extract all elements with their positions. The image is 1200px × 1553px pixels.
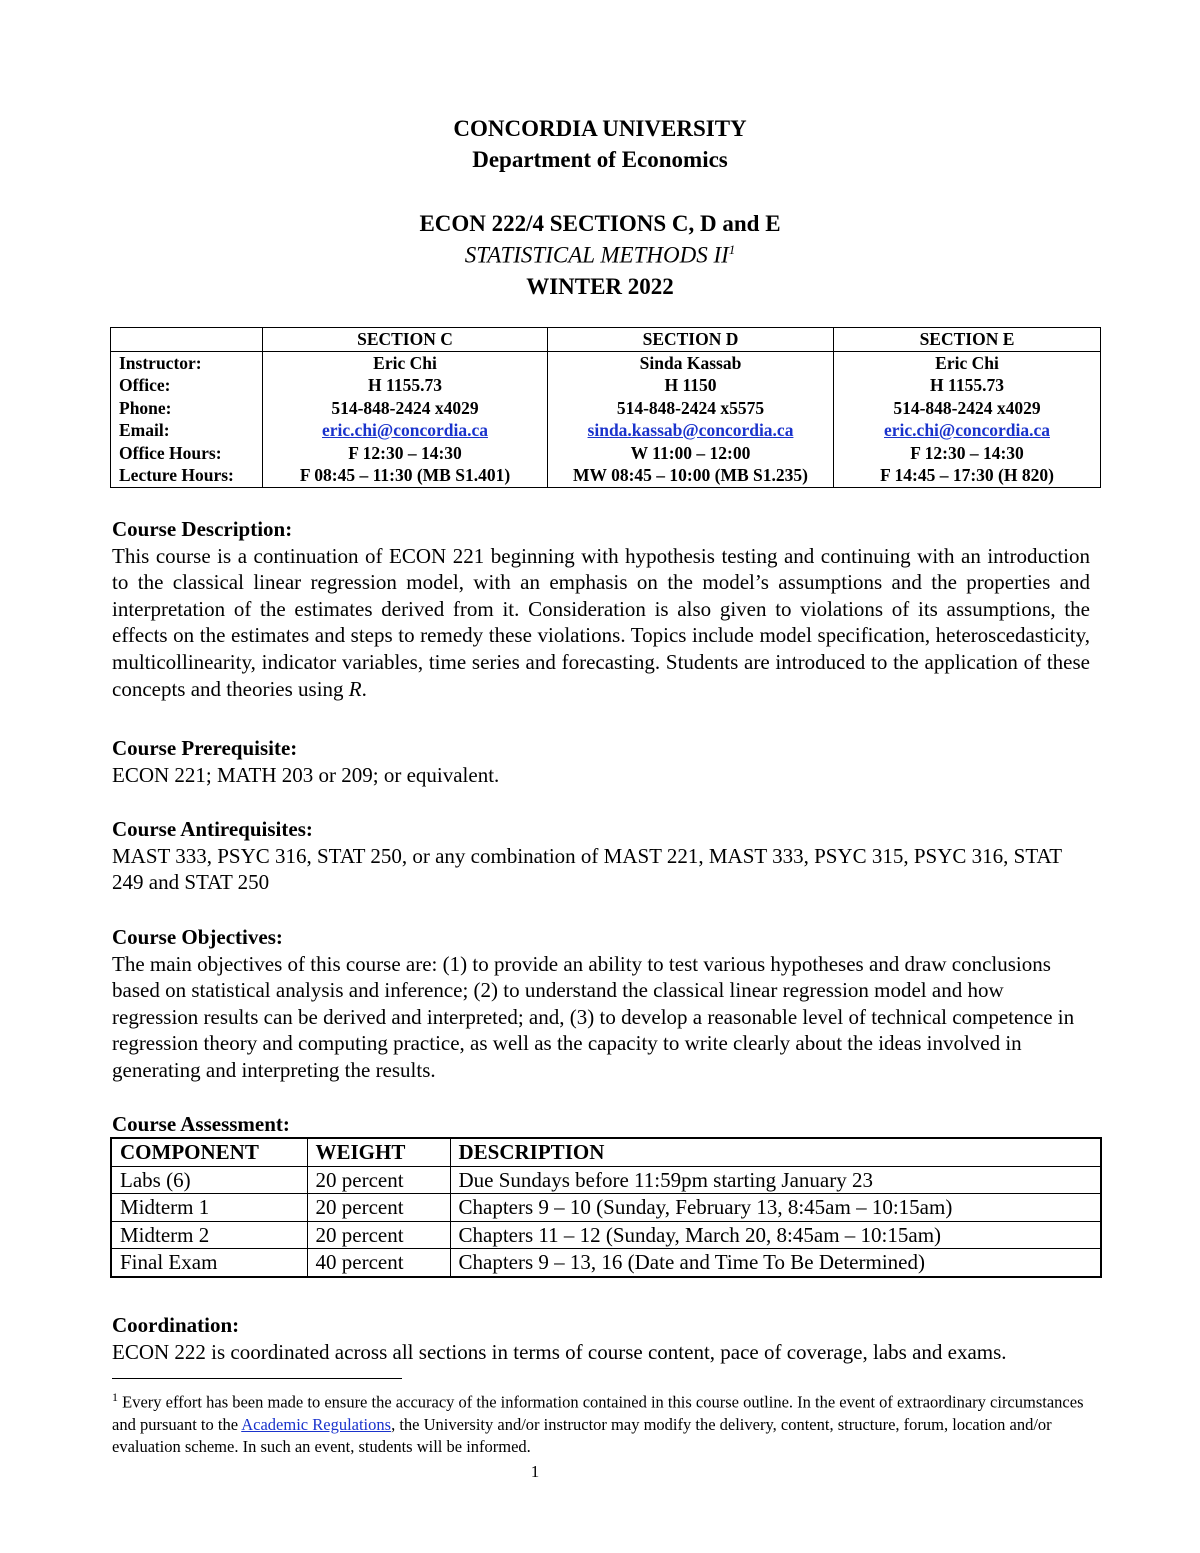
university-title: CONCORDIA UNIVERSITY: [453, 116, 747, 141]
row-label: Email:: [111, 419, 263, 442]
section-c-phone: 514-848-2424 x4029: [263, 397, 548, 420]
page-number: 1: [530, 1462, 540, 1481]
section-d-office-hours: W 11:00 – 12:00: [548, 442, 834, 465]
footnote-text-after: , the University and/or instructor may modify the delivery, content, structure, forum, location and/or evaluation scheme. In such an event, students will be informed.: [112, 1414, 1052, 1456]
course-title-line: [0, 242, 1200, 269]
objectives-text: The main objectives of this course are: (1) to provide an ability to test various hypotheses and draw conclusions based on statistical analysis and inference; (2) to understand the classical linear regression model and how regression results can be derived and interpreted; and, (3) to develop a reasonable level of technical competence in regression theory and computing practice, as well as the capacity to write clearly about the ideas involved in generating and interpreting the results.: [112, 951, 1075, 1082]
antirequisites-section: [112, 816, 1072, 896]
email-row: [111, 419, 1101, 442]
section-c-email-cell: [263, 419, 548, 442]
sections-table: [110, 327, 1101, 488]
section-d-office: H 1150: [548, 374, 834, 397]
description-header: DESCRIPTION: [450, 1138, 1101, 1166]
footnote-marker: 1: [112, 1390, 118, 1404]
weight-cell: 20 percent: [307, 1194, 450, 1222]
prerequisite-section: [112, 735, 1090, 788]
section-e-email-link[interactable]: eric.chi@concordia.ca: [884, 420, 1050, 440]
assessment-table: [110, 1137, 1102, 1278]
course-title-footnote-marker: 1: [728, 242, 736, 257]
description-cell: Due Sundays before 11:59pm starting January 23: [450, 1166, 1101, 1194]
office-row: [111, 374, 1101, 397]
row-label: Instructor:: [111, 351, 263, 374]
assessment-table-header: [111, 1138, 1101, 1166]
section-e-office: H 1155.73: [834, 374, 1101, 397]
department-title: Department of Economics: [472, 147, 728, 172]
footnote: [112, 1386, 1102, 1458]
section-d-header: SECTION D: [548, 328, 834, 352]
section-e-lecture-hours: F 14:45 – 17:30 (H 820): [834, 464, 1101, 487]
section-c-office-hours: F 12:30 – 14:30: [263, 442, 548, 465]
row-label: Lecture Hours:: [111, 464, 263, 487]
course-description-text: [112, 543, 1090, 703]
row-label: Office Hours:: [111, 442, 263, 465]
course-description-end: .: [361, 676, 367, 701]
section-c-instructor: Eric Chi: [263, 351, 548, 374]
description-cell: Chapters 9 – 10 (Sunday, February 13, 8:45am – 10:15am): [450, 1194, 1101, 1222]
row-label: Office:: [111, 374, 263, 397]
description-cell: Chapters 9 – 13, 16 (Date and Time To Be Determined): [450, 1249, 1101, 1277]
coordination-heading: Coordination:: [112, 1313, 240, 1337]
assessment-row: [111, 1194, 1101, 1222]
component-cell: Labs (6): [111, 1166, 307, 1194]
weight-header: WEIGHT: [307, 1138, 450, 1166]
assessment-row: [111, 1221, 1101, 1249]
objectives-section: [112, 924, 1090, 1084]
section-d-instructor: Sinda Kassab: [548, 351, 834, 374]
coordination-section: [112, 1312, 1090, 1365]
coordination-text: ECON 222 is coordinated across all sections in terms of course content, pace of coverage, labs and exams.: [112, 1339, 1007, 1364]
course-description-section: [112, 516, 1090, 702]
section-e-office-hours: F 12:30 – 14:30: [834, 442, 1101, 465]
section-c-email-link[interactable]: eric.chi@concordia.ca: [322, 420, 488, 440]
assessment-row: [111, 1249, 1101, 1277]
component-cell: Midterm 1: [111, 1194, 307, 1222]
weight-cell: 20 percent: [307, 1221, 450, 1249]
antirequisites-heading: Course Antirequisites:: [112, 817, 313, 841]
description-cell: Chapters 11 – 12 (Sunday, March 20, 8:45am – 10:15am): [450, 1221, 1101, 1249]
course-description-body: This course is a continuation of ECON 221 beginning with hypothesis testing and continuing with an introduction to the classical linear regression model, with an emphasis on the model’s assumptions and the properties and interpretation of the estimates derived from it. Consideration is also given to violations of its assumptions, the effects on the estimates and steps to remedy these violations. Topics include model specification, heteroscedasticity, multicollinearity, indicator variables, time series and forecasting. Students are introduced to the application of these concepts and theories using: [112, 543, 1090, 701]
instructor-row: [111, 351, 1101, 374]
prerequisite-heading: Course Prerequisite:: [112, 736, 298, 760]
footnote-divider: [112, 1378, 402, 1379]
antirequisites-text: MAST 333, PSYC 316, STAT 250, or any combination of MAST 221, MAST 333, PSYC 315, PSYC 316, STAT 249 and STAT 250: [112, 843, 1062, 895]
term: WINTER 2022: [526, 274, 674, 299]
section-c-header: SECTION C: [263, 328, 548, 352]
objectives-heading: Course Objectives:: [112, 925, 283, 949]
prerequisite-text: ECON 221; MATH 203 or 209; or equivalent.: [112, 762, 500, 787]
phone-row: [111, 397, 1101, 420]
section-d-email-cell: [548, 419, 834, 442]
course-description-heading: Course Description:: [112, 517, 293, 541]
row-label: Phone:: [111, 397, 263, 420]
section-d-phone: 514-848-2424 x5575: [548, 397, 834, 420]
section-e-phone: 514-848-2424 x4029: [834, 397, 1101, 420]
section-c-lecture-hours: F 08:45 – 11:30 (MB S1.401): [263, 464, 548, 487]
component-cell: Final Exam: [111, 1249, 307, 1277]
office-hours-row: [111, 442, 1101, 465]
section-e-email-cell: [834, 419, 1101, 442]
course-title: STATISTICAL METHODS II: [464, 242, 729, 268]
sections-table-header: [111, 328, 1101, 352]
component-header: COMPONENT: [111, 1138, 307, 1166]
footnote-text-before: Every effort has been made to ensure the accuracy of the information contained in this course outline. In the event of extraordinary circumstances and pursuant to the: [112, 1392, 1084, 1434]
weight-cell: 40 percent: [307, 1249, 450, 1277]
section-c-office: H 1155.73: [263, 374, 548, 397]
component-cell: Midterm 2: [111, 1221, 307, 1249]
section-d-lecture-hours: MW 08:45 – 10:00 (MB S1.235): [548, 464, 834, 487]
academic-regulations-link[interactable]: Academic Regulations: [241, 1414, 392, 1434]
lecture-hours-row: [111, 464, 1101, 487]
sections-table-corner: [111, 328, 263, 352]
section-e-instructor: Eric Chi: [834, 351, 1101, 374]
assessment-heading: Course Assessment:: [112, 1112, 290, 1136]
course-code: ECON 222/4 SECTIONS C, D and E: [419, 211, 781, 236]
weight-cell: 20 percent: [307, 1166, 450, 1194]
section-d-email-link[interactable]: sinda.kassab@concordia.ca: [587, 420, 794, 440]
section-e-header: SECTION E: [834, 328, 1101, 352]
course-description-r: R: [348, 676, 362, 701]
assessment-row: [111, 1166, 1101, 1194]
